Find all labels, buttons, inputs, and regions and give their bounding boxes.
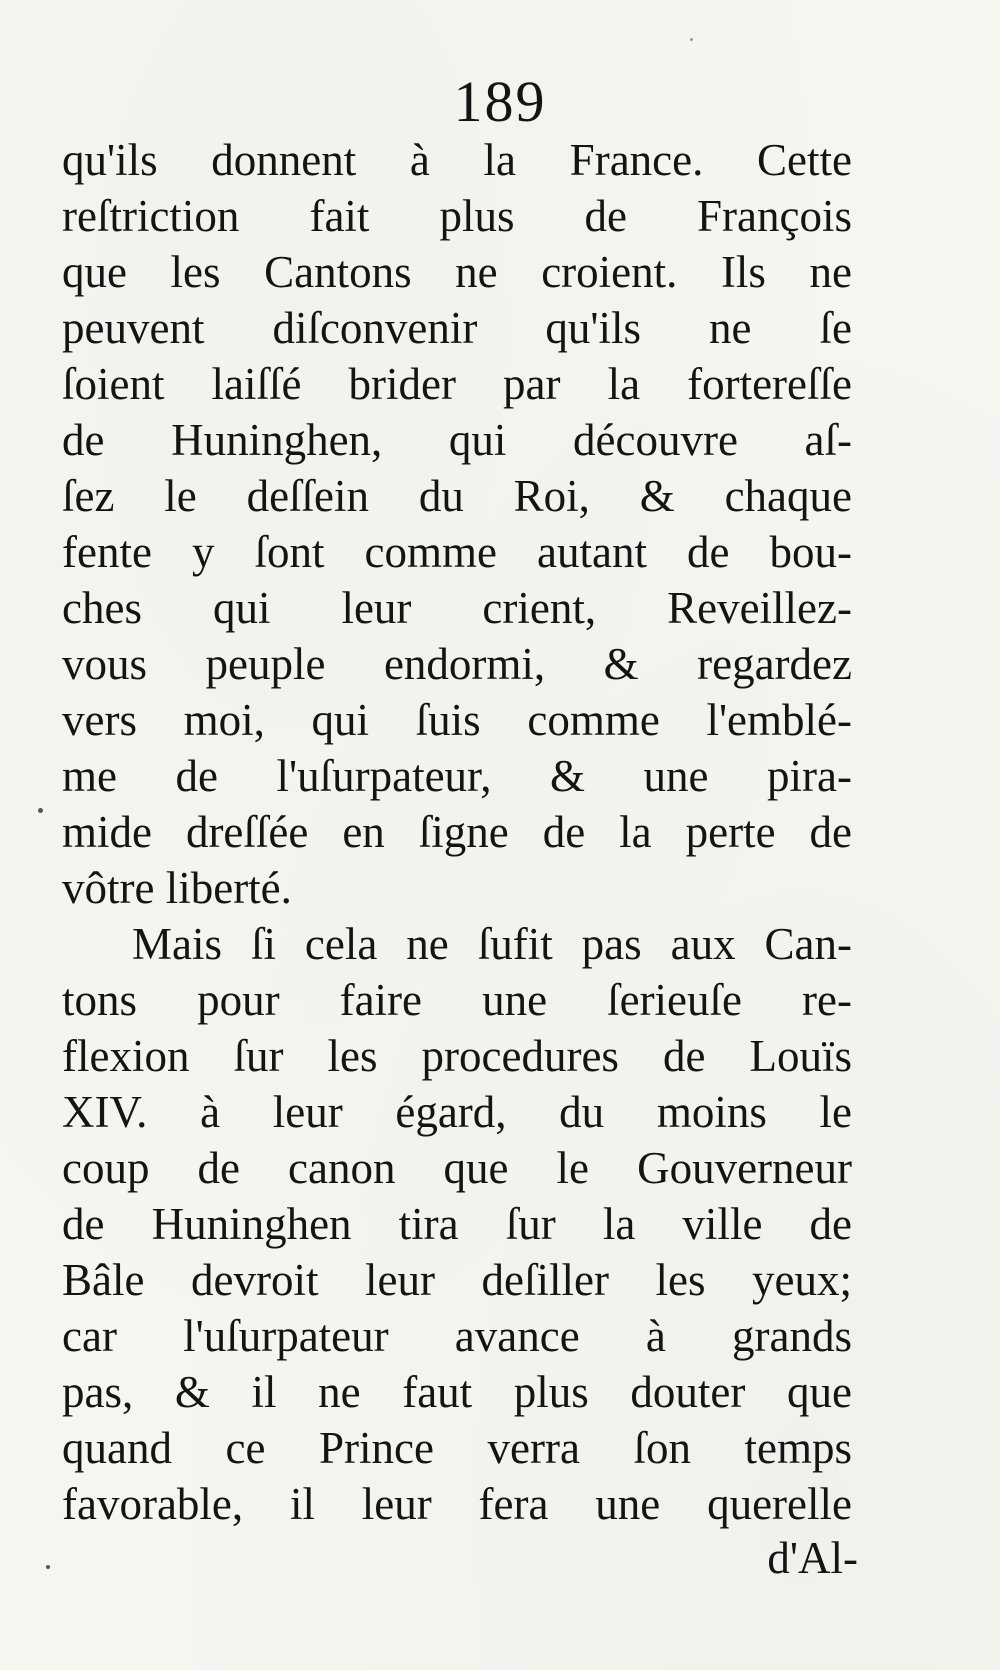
body-text [62,132,852,1532]
paragraph-end-line: vôtre liberté. [62,863,292,913]
text-line: de Huninghen tira ſur la ville de [62,1199,852,1249]
ink-speck [46,1565,50,1569]
text-line: Bâle devroit leur deſiller les yeux; [62,1255,852,1305]
text-line: XIV. à leur égard, du moins le [62,1087,852,1137]
text-line: ſoient laiſſé brider par la fortereſſe [62,359,852,409]
ink-speck [38,808,43,813]
catchword: d'Al- [767,1533,858,1583]
text-line: mide dreſſée en ſigne de la perte de [62,807,852,857]
page-number: 189 [453,69,547,134]
text-line: de Huninghen, qui découvre aſ- [62,415,852,465]
ink-speck [690,38,693,41]
paragraph-start-line: Mais ſi cela ne ſufit pas aux Can- [132,919,852,969]
text-line: flexion ſur les procedures de Louïs [62,1031,852,1081]
text-line: ches qui leur crient, Reveillez- [62,583,852,633]
text-line: coup de canon que le Gouverneur [62,1143,852,1193]
text-line: favorable, il leur fera une querelle [62,1479,852,1529]
text-line: fente y ſont comme autant de bou- [62,527,852,577]
text-line: qu'ils donnent à la France. Cette [62,135,852,185]
text-line: ſez le deſſein du Roi, & chaque [62,471,852,521]
text-line: me de l'uſurpateur, & une pira- [62,751,852,801]
text-line: peuvent diſconvenir qu'ils ne ſe [62,303,852,353]
text-line: car l'uſurpateur avance à grands [62,1311,852,1361]
text-line: quand ce Prince verra ſon temps [62,1423,852,1473]
text-line: que les Cantons ne croient. Ils ne [62,247,852,297]
text-line: vous peuple endormi, & regardez [62,639,852,689]
text-line: reſtriction fait plus de François [62,191,852,241]
text-line: vers moi, qui ſuis comme l'emblé- [62,695,852,745]
text-line: tons pour faire une ſerieuſe re- [62,975,852,1025]
text-line: pas, & il ne faut plus douter que [62,1367,852,1417]
